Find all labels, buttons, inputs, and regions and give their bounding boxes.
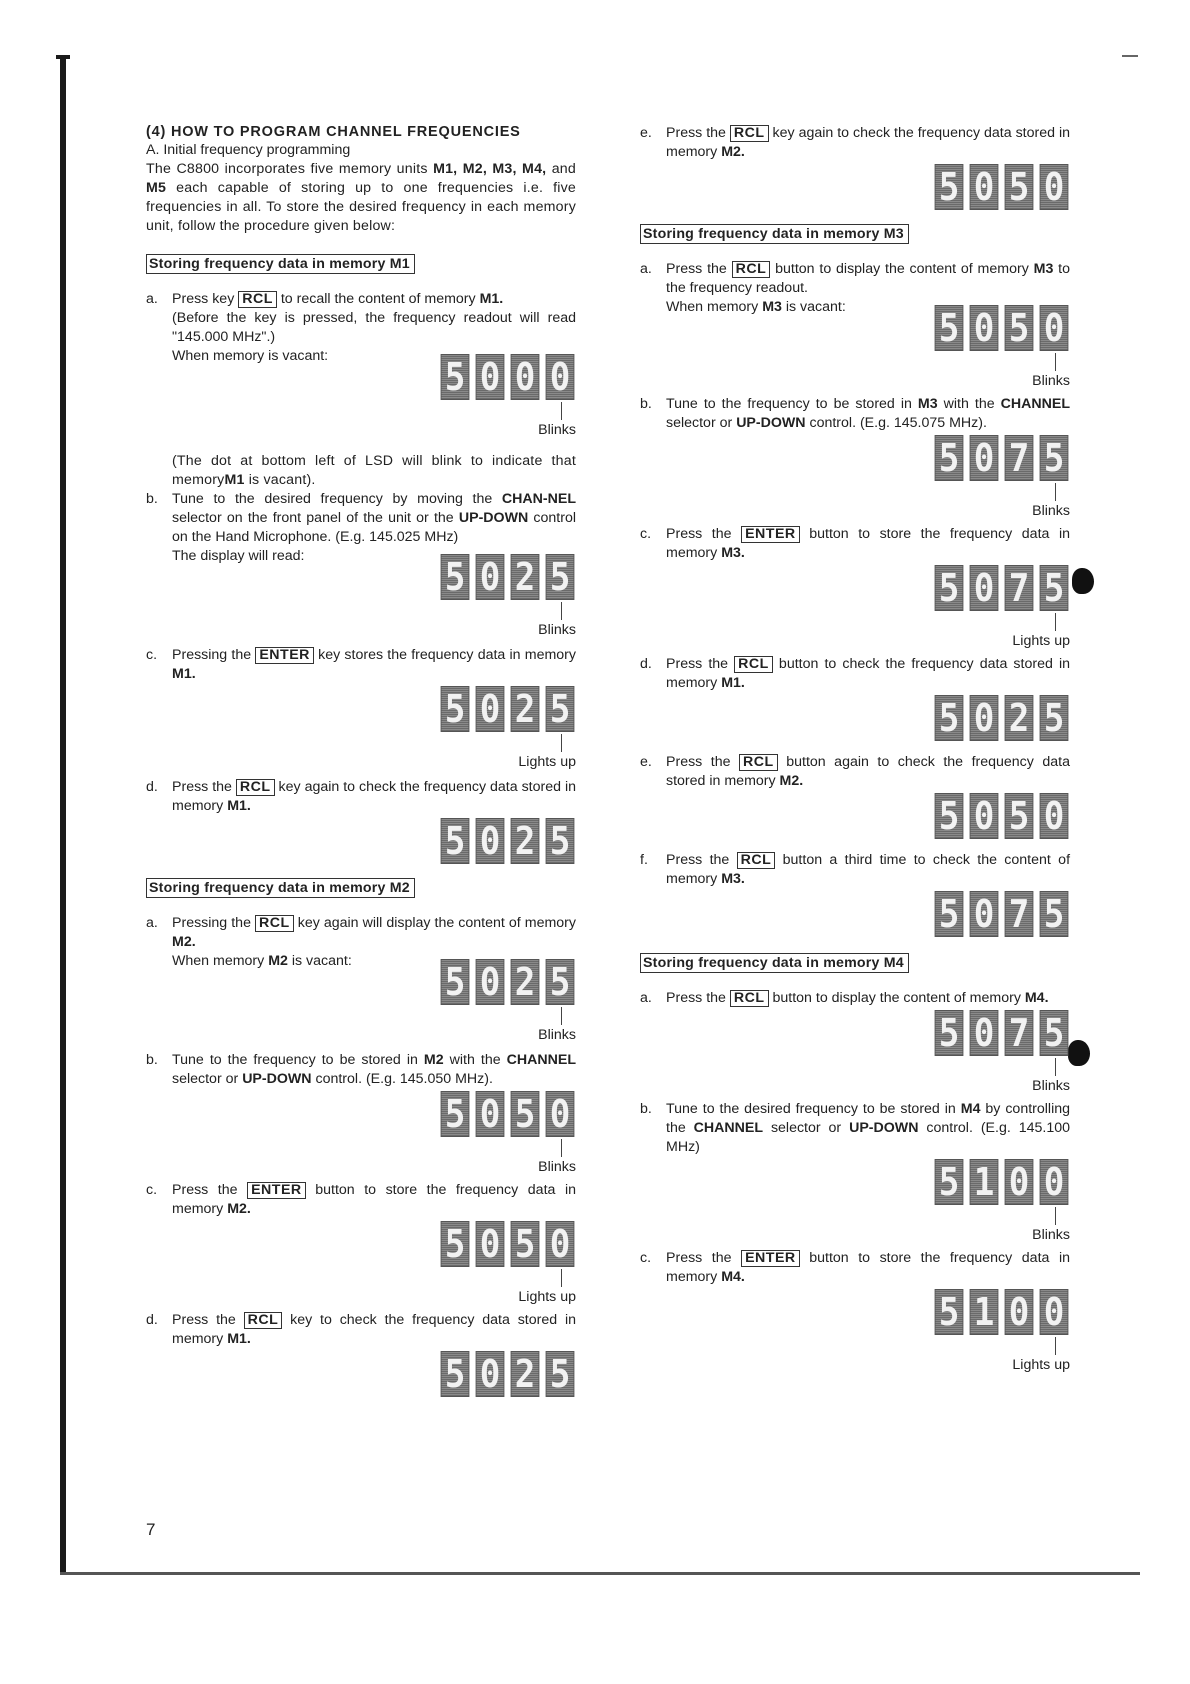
text-segment: M1. (479, 291, 504, 307)
text-segment: button a third time to check the content of memory (666, 852, 1071, 887)
text-segment: Press the (666, 754, 740, 770)
enter-key-label: ENTER (255, 647, 314, 664)
text-segment: CHAN-NEL (501, 491, 576, 507)
display-digit: 5 (546, 1351, 575, 1397)
display-digit: 5 (1005, 793, 1034, 839)
display-digit: 2 (511, 818, 540, 864)
text-segment: b. (146, 1052, 158, 1068)
text-segment: Press the (666, 656, 735, 672)
display-digit: 0 (1040, 305, 1069, 351)
text-segment: a. (146, 291, 158, 307)
display-digit: 5 (546, 686, 575, 732)
text-segment: Press the (666, 1250, 742, 1266)
text-segment: button to store the frequency data in memory (666, 526, 1070, 561)
display-caption (640, 1335, 1070, 1373)
frequency-display (439, 554, 576, 600)
display-digit: 0 (546, 1091, 575, 1137)
display-caption (146, 1137, 576, 1175)
display-digit: 5 (935, 565, 964, 611)
display-digit: 0 (970, 565, 999, 611)
display-digit: 7 (1005, 1010, 1034, 1056)
display-digit: 7 (1005, 891, 1034, 937)
text-segment: button to store the frequency data in memory (666, 1250, 1070, 1285)
text-segment: (Before the key is pressed, the frequency readout will read "145.000 MHz".) (172, 310, 576, 345)
frequency-display (439, 1221, 576, 1267)
display-digit: 5 (935, 695, 964, 741)
m3-step-c (640, 525, 1070, 563)
section-heading: (4) HOW TO PROGRAM CHANNEL FREQUENCIES (146, 124, 521, 140)
display-digit: 5 (511, 1091, 540, 1137)
display-digit: 0 (970, 305, 999, 351)
display-digit: 2 (511, 1351, 540, 1397)
text-segment: M4. (721, 1269, 745, 1285)
text-segment: M3 (762, 299, 782, 315)
display-digit: 5 (441, 1351, 470, 1397)
frequency-display (439, 1091, 576, 1137)
display-caption (640, 481, 1070, 519)
ink-blot-mark (1072, 568, 1094, 594)
text-segment: CHANNEL (1000, 396, 1070, 412)
display-digit: 2 (511, 554, 540, 600)
m3-step-f (640, 851, 1070, 889)
frequency-display (933, 305, 1070, 351)
display-caption (640, 1205, 1070, 1243)
rcl-key-label: RCL (730, 990, 769, 1007)
text-segment: a. (640, 261, 652, 277)
text-segment: M1. (227, 1331, 251, 1347)
text-segment: with the (443, 1052, 507, 1068)
frequency-display (439, 959, 576, 1005)
display-digit: 0 (476, 1221, 505, 1267)
display-digit: 0 (1040, 1159, 1069, 1205)
display-digit: 0 (476, 554, 505, 600)
text-segment: c. (640, 526, 652, 542)
text-segment: UP-DOWN (849, 1120, 919, 1136)
display-digit: 5 (935, 891, 964, 937)
text-segment: The display will read: (172, 548, 305, 564)
text-segment: M2 (268, 953, 288, 969)
display-digit: 0 (970, 891, 999, 937)
text-segment: (The dot at bottom left of LSD will blink to indicate that memory (172, 453, 576, 488)
display-digit: 5 (546, 818, 575, 864)
display-caption (640, 351, 1070, 389)
display-digit: 0 (476, 1351, 505, 1397)
page-edge-corner (56, 55, 70, 59)
text-segment: button to store the frequency data in memory (172, 1182, 576, 1217)
frequency-display (933, 793, 1070, 839)
display-caption (640, 1056, 1070, 1094)
display-digit: 7 (1005, 435, 1034, 481)
text-segment: to recall the content of memory (276, 291, 480, 307)
text-segment: Press the (666, 261, 732, 277)
text-segment: UP-DOWN (242, 1071, 312, 1087)
frequency-display (439, 1351, 576, 1397)
text-segment: M3 (917, 396, 938, 412)
text-segment: Pressing the (172, 647, 256, 663)
display-caption (640, 611, 1070, 649)
text-segment: control on the Hand Microphone. (E.g. 145.025 MHz) (172, 510, 576, 545)
display-digit: 5 (1040, 435, 1069, 481)
display-digit: 5 (546, 959, 575, 1005)
text-segment: Blinks (1032, 503, 1070, 519)
rcl-key-label: RCL (730, 125, 769, 142)
frequency-display (439, 686, 576, 732)
left-column (146, 124, 576, 1397)
text-segment: Lights up (518, 1289, 576, 1305)
text-segment: key again to check the frequency data stored in memory (666, 125, 1070, 160)
text-segment: Blinks (538, 622, 576, 638)
text-segment: d. (640, 656, 652, 672)
text-segment: Blinks (1032, 1078, 1070, 1094)
m3-step-d (640, 655, 1070, 693)
rcl-key-label: RCL (255, 915, 294, 932)
display-digit: 0 (511, 354, 540, 400)
text-segment: Press key (172, 291, 239, 307)
display-digit: 0 (476, 354, 505, 400)
text-segment: d. (146, 1312, 158, 1328)
text-segment: Blinks (538, 1159, 576, 1175)
display-caption (146, 600, 576, 638)
m2-step-e (640, 124, 1070, 162)
display-caption (146, 1267, 576, 1305)
display-digit: 5 (441, 1221, 470, 1267)
enter-key-label: ENTER (247, 1182, 306, 1199)
rcl-key-label: RCL (739, 754, 778, 771)
text-segment: with the (937, 396, 1001, 412)
display-digit: 0 (546, 1221, 575, 1267)
m2-section-title: Storing frequency data in memory M2 (146, 878, 415, 898)
ink-blot-mark (1068, 1040, 1090, 1066)
m2-step-d (146, 1311, 576, 1349)
text-segment: UP-DOWN (736, 415, 806, 431)
rcl-key-label: RCL (737, 852, 776, 869)
text-segment: is vacant). (244, 472, 316, 488)
m4-step-a (640, 989, 1070, 1008)
text-segment: Press the (172, 779, 236, 795)
rcl-key-label: RCL (236, 779, 275, 796)
text-segment: d. (146, 779, 158, 795)
display-digit: 5 (546, 554, 575, 600)
text-segment: is vacant: (287, 953, 352, 969)
display-digit: 5 (441, 354, 470, 400)
text-segment: Tune to the desired frequency by moving the (172, 491, 502, 507)
text-segment: selector on the front panel of the unit or the (172, 510, 459, 526)
text-segment: key to check the frequency data stored in memory (172, 1312, 576, 1347)
display-digit: 0 (970, 695, 999, 741)
display-digit: 5 (441, 818, 470, 864)
display-digit: 5 (441, 1091, 470, 1137)
text-segment: M2. (721, 144, 745, 160)
text-segment: selector or (172, 1071, 243, 1087)
text-segment: Press the (172, 1182, 248, 1198)
text-segment: button to display the content of memory (770, 261, 1034, 277)
frequency-display (933, 565, 1070, 611)
rcl-key-label: RCL (734, 656, 773, 673)
page-edge-bottom (60, 1572, 1140, 1575)
text-segment: M1 (224, 472, 245, 488)
display-digit: 0 (476, 818, 505, 864)
text-segment: M1, M2, M3, M4, (433, 161, 547, 177)
intro-paragraph (146, 160, 576, 236)
frequency-display (933, 1289, 1070, 1335)
text-segment: Lights up (1012, 633, 1070, 649)
frequency-display (933, 435, 1070, 481)
m2-step-c (146, 1181, 576, 1219)
rcl-key-label: RCL (238, 291, 277, 308)
display-digit: 5 (1040, 695, 1069, 741)
display-digit: 2 (511, 686, 540, 732)
text-segment: When memory (666, 299, 763, 315)
subheading: A. Initial frequency programming (146, 142, 351, 158)
text-segment: c. (146, 647, 158, 663)
text-segment: e. (640, 754, 652, 770)
display-digit: 2 (511, 959, 540, 1005)
text-segment: Press the (666, 990, 730, 1006)
text-segment: M4. (1024, 990, 1049, 1006)
page-tick-mark (1122, 55, 1138, 57)
text-segment: each capable of storing up to one frequencies i.e. five frequencies in all. To store the desired frequency in each memory unit, follow the procedure given below: (146, 180, 576, 234)
frequency-display (439, 354, 576, 400)
text-segment: Blinks (538, 422, 576, 438)
display-digit: 5 (935, 1159, 964, 1205)
text-segment: M2. (779, 773, 804, 789)
enter-key-label: ENTER (741, 526, 800, 543)
display-digit: 5 (1005, 164, 1034, 210)
display-digit: 0 (1040, 164, 1069, 210)
display-digit: 0 (970, 164, 999, 210)
text-segment: control. (E.g. 145.050 MHz). (311, 1071, 493, 1087)
display-digit: 1 (970, 1159, 999, 1205)
display-digit: 5 (935, 1289, 964, 1335)
display-digit: 5 (441, 554, 470, 600)
text-segment: Press the (666, 125, 730, 141)
display-digit: 0 (476, 959, 505, 1005)
text-segment: M3. (721, 871, 745, 887)
text-segment: UP-DOWN (458, 510, 529, 526)
text-segment: Tune to the frequency to be stored in (172, 1052, 424, 1068)
text-segment: and (546, 161, 576, 177)
display-digit: 5 (935, 164, 964, 210)
text-segment: Press the (172, 1312, 244, 1328)
display-digit: 0 (970, 435, 999, 481)
text-segment: M2. (172, 934, 196, 950)
display-digit: 0 (1005, 1289, 1034, 1335)
text-segment: selector or (666, 415, 737, 431)
m4-step-c (640, 1249, 1070, 1287)
rcl-key-label: RCL (244, 1312, 283, 1329)
m4-step-b (640, 1100, 1070, 1157)
display-digit: 5 (935, 793, 964, 839)
text-segment: Blinks (1032, 373, 1070, 389)
m1-step-c (146, 646, 576, 684)
frequency-display (933, 164, 1070, 210)
frequency-display (933, 1159, 1070, 1205)
display-digit: 2 (1005, 695, 1034, 741)
display-caption (146, 732, 576, 770)
display-digit: 5 (441, 686, 470, 732)
text-segment: to the frequency readout. (666, 261, 1070, 296)
text-segment: M3 (1033, 261, 1054, 277)
text-segment: M2. (227, 1201, 251, 1217)
rcl-key-label: RCL (732, 261, 771, 278)
display-digit: 0 (970, 793, 999, 839)
text-segment: CHANNEL (693, 1120, 764, 1136)
text-segment: f. (640, 852, 648, 868)
text-segment: M1. (172, 666, 196, 682)
display-digit: 0 (1040, 793, 1069, 839)
display-digit: 0 (970, 1010, 999, 1056)
display-digit: 0 (476, 1091, 505, 1137)
text-segment: M1. (721, 675, 745, 691)
m1-step-d (146, 778, 576, 816)
text-segment: Blinks (1032, 1227, 1070, 1243)
display-digit: 0 (1005, 1159, 1034, 1205)
display-caption (146, 400, 576, 438)
display-digit: 5 (1040, 891, 1069, 937)
text-segment: Tune to the frequency to be stored in (666, 396, 918, 412)
page-edge-left (60, 55, 66, 1575)
text-segment: is vacant: (781, 299, 846, 315)
text-segment: control. (E.g. 145.075 MHz). (805, 415, 987, 431)
frequency-display (439, 818, 576, 864)
text-segment: key again to check the frequency data stored in memory (172, 779, 576, 814)
text-segment: M5 (146, 180, 167, 196)
display-digit: 5 (935, 305, 964, 351)
text-segment: When memory (172, 953, 269, 969)
display-digit: 7 (1005, 565, 1034, 611)
display-digit: 5 (1040, 565, 1069, 611)
text-segment: key stores the frequency data in memory (313, 647, 576, 663)
display-caption (146, 1005, 576, 1043)
text-segment: M3. (721, 545, 745, 561)
text-segment: b. (146, 491, 158, 507)
text-segment: M2 (423, 1052, 444, 1068)
display-digit: 5 (441, 959, 470, 1005)
m3-section-title: Storing frequency data in memory M3 (640, 224, 909, 244)
text-segment: a. (146, 915, 158, 931)
text-segment: control. (E.g. 145.100 MHz) (666, 1120, 1070, 1155)
right-column (640, 124, 1070, 1373)
text-segment: Press the (666, 526, 742, 542)
enter-key-label: ENTER (741, 1250, 800, 1267)
text-segment: Blinks (538, 1027, 576, 1043)
display-digit: 0 (546, 354, 575, 400)
text-segment: e. (640, 125, 652, 141)
display-digit: 0 (1040, 1289, 1069, 1335)
text-segment: Press the (666, 852, 737, 868)
text-segment: selector or (763, 1120, 850, 1136)
display-digit: 0 (476, 686, 505, 732)
text-segment: button again to check the frequency data stored in memory (666, 754, 1071, 789)
text-segment: a. (640, 990, 652, 1006)
display-digit: 5 (935, 435, 964, 481)
text-segment: Tune to the desired frequency to be stored in (666, 1101, 961, 1117)
frequency-display (933, 1010, 1070, 1056)
vacant-note (146, 452, 576, 490)
text-segment: Lights up (518, 754, 576, 770)
text-segment: Lights up (1012, 1357, 1070, 1373)
text-segment: Pressing the (172, 915, 256, 931)
page-number: 7 (146, 1520, 156, 1539)
m2-step-b (146, 1051, 576, 1089)
text-segment: c. (146, 1182, 158, 1198)
display-digit: 1 (970, 1289, 999, 1335)
text-segment: c. (640, 1250, 652, 1266)
display-digit: 5 (935, 1010, 964, 1056)
m1-section-title: Storing frequency data in memory M1 (146, 254, 415, 274)
m3-step-b (640, 395, 1070, 433)
text-segment: key again will display the content of memory (293, 915, 576, 931)
text-segment: CHANNEL (506, 1052, 576, 1068)
m4-section-title: Storing frequency data in memory M4 (640, 953, 909, 973)
text-segment: button to check the frequency data stored in memory (666, 656, 1070, 691)
text-segment: The C8800 incorporates five memory units (146, 161, 434, 177)
text-segment: by controlling the (666, 1101, 1070, 1136)
display-digit: 5 (1040, 1010, 1069, 1056)
text-segment: b. (640, 1101, 652, 1117)
text-segment: M1. (227, 798, 251, 814)
frequency-display (933, 695, 1070, 741)
text-segment: b. (640, 396, 652, 412)
text-segment: button to display the content of memory (768, 990, 1025, 1006)
text-segment: M4 (960, 1101, 981, 1117)
m3-step-e (640, 753, 1070, 791)
display-digit: 5 (511, 1221, 540, 1267)
frequency-display (933, 891, 1070, 937)
display-digit: 5 (1005, 305, 1034, 351)
text-segment: When memory is vacant: (172, 348, 329, 364)
